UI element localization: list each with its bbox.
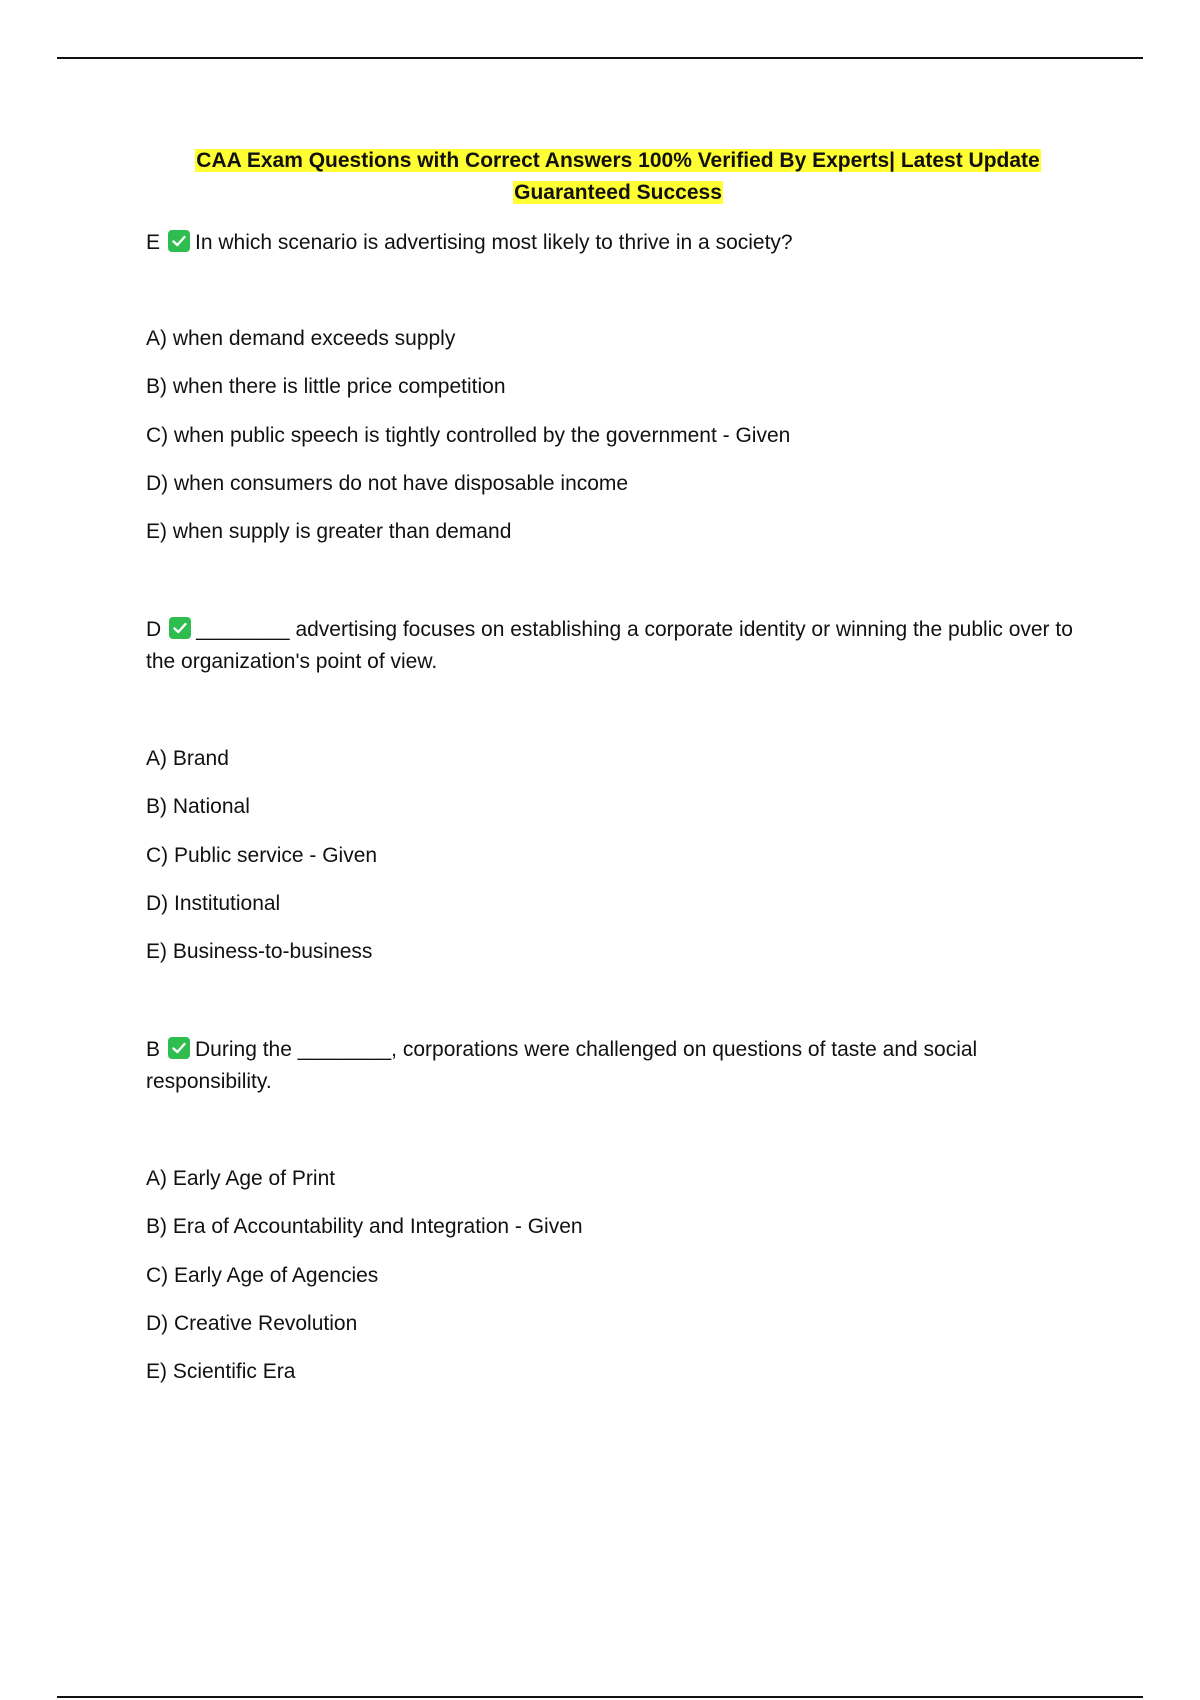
top-divider: [57, 57, 1143, 59]
option-e: E) when supply is greater than demand: [146, 520, 512, 543]
question-1: [146, 227, 1076, 259]
option-b: B) National: [146, 795, 250, 819]
options-list-3: [146, 1163, 1076, 1404]
answer-letter: B: [146, 1038, 161, 1061]
question-text: During the ________, corporations were challenged on questions of taste and social responsibility.: [146, 1038, 978, 1093]
bottom-divider: [57, 1696, 1143, 1698]
options-list-2: [146, 743, 1076, 984]
option-c: C) when public speech is tightly controlled by the government - Given: [146, 423, 791, 447]
option-a: A) Brand: [146, 747, 229, 770]
question-2: [146, 614, 1076, 678]
question-text: In which scenario is advertising most likely to thrive in a society?: [195, 231, 793, 254]
check-mark-icon: [168, 230, 190, 252]
question-3: [146, 1034, 1076, 1098]
option-e: E) Business-to-business: [146, 940, 373, 963]
option-c: C) Early Age of Agencies: [146, 1263, 379, 1287]
answer-letter: D: [146, 618, 162, 641]
option-d: D) when consumers do not have disposable income: [146, 471, 629, 495]
option-e: E) Scientific Era: [146, 1360, 296, 1383]
option-a: A) Early Age of Print: [146, 1167, 336, 1190]
option-c: C) Public service - Given: [146, 843, 378, 867]
title-line-2: Guaranteed Success: [514, 181, 722, 204]
document-title: [146, 145, 1090, 209]
option-a: A) when demand exceeds supply: [146, 327, 456, 350]
answer-letter: E: [146, 231, 161, 254]
check-mark-icon: [169, 617, 191, 639]
question-text: ________ advertising focuses on establishing a corporate identity or winning the public over to the organization's point of view.: [146, 618, 1073, 673]
option-d: D) Institutional: [146, 891, 281, 915]
option-d: D) Creative Revolution: [146, 1311, 358, 1335]
check-mark-icon: [168, 1037, 190, 1059]
option-b: B) Era of Accountability and Integration - Given: [146, 1215, 583, 1239]
options-list-1: [146, 323, 1076, 564]
option-b: B) when there is little price competition: [146, 375, 506, 399]
title-line-1: CAA Exam Questions with Correct Answers 100% Verified By Experts| Latest Update: [196, 149, 1040, 172]
